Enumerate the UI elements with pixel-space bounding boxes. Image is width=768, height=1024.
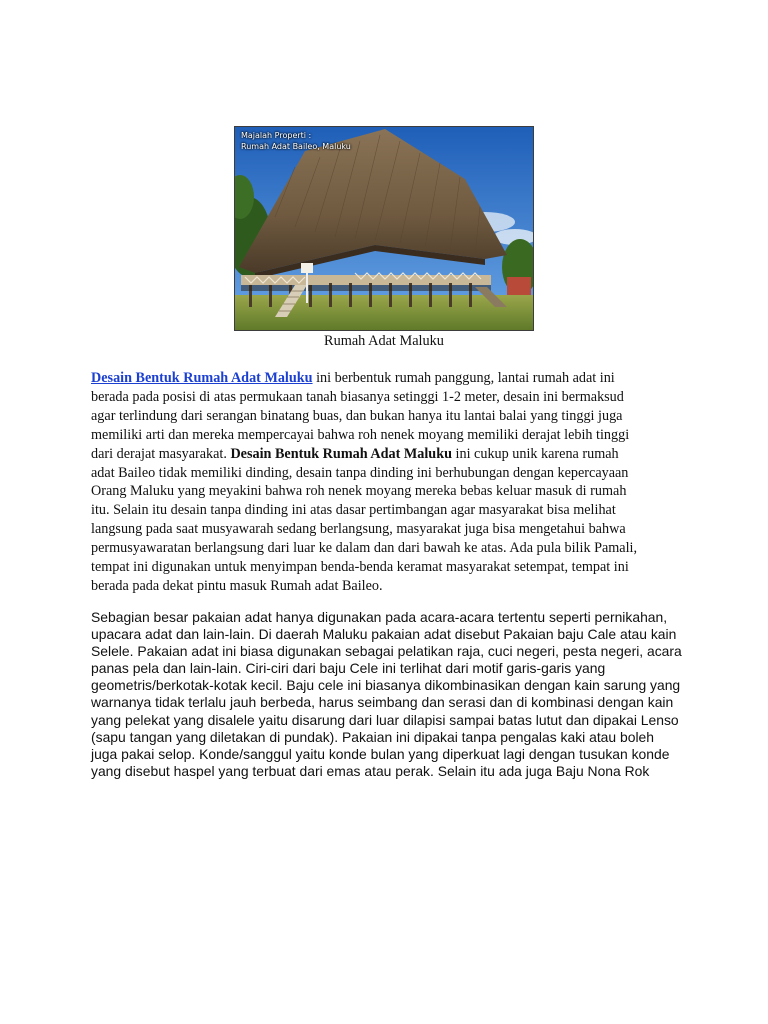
- paragraph-line: berada pada dekat pintu masuk Rumah adat Baileo.: [91, 577, 383, 594]
- paragraph-line: adat Baileo tidak memiliki dinding, desain tanpa dinding ini berhubungan dengan kepercayaan: [91, 464, 629, 481]
- paragraph-line: yang disebut haspel yang terbuat dari emas atau perak. Selain itu ada juga Baju Nona Rok: [91, 762, 650, 779]
- paragraph-line: permusyawaratan berlangsung dari luar ke dalam dan dari bawah ke atas. Ada pula bilik Pamali,: [91, 540, 638, 557]
- photo-watermark: [241, 130, 351, 152]
- paragraph-line: juga pakai selop. Konde/sanggul yaitu konde bulan yang diperkuat lagi dengan tusukan konde: [91, 745, 670, 762]
- paragraph-line: memiliki arti dan mereka mempercayai bahwa roh nenek moyang memiliki derajat lebih tinggi: [91, 426, 630, 443]
- paragraph-line: [91, 369, 681, 388]
- paragraph-line: Orang Maluku yang meyakini bahwa roh nenek moyang mereka bebas keluar masuk di rumah: [91, 483, 627, 500]
- paragraph-line: warnanya tidak terlalu jauh berbeda, harus seimbang dan serasi dan di kombinasi dengan kain: [91, 694, 674, 711]
- paragraph-line: langsung pada saat musyawarah sedang berlangsung, masyarakat juga bisa mengetahui bahwa: [91, 521, 626, 538]
- bold-phrase: Desain Bentuk Rumah Adat Maluku: [230, 445, 452, 462]
- paragraph-line: [91, 445, 681, 464]
- baileo-house-photo: [234, 126, 534, 331]
- paragraph-line: yang pelekat yang disalele yaitu disarung dari luar dilapisi sampai batas lutut dan dipakai Lenso: [91, 711, 679, 728]
- desain-rumah-adat-link[interactable]: Desain Bentuk Rumah Adat Maluku: [91, 370, 313, 386]
- paragraph-line: Sebagian besar pakaian adat hanya digunakan pada acara-acara tertentu seperti pernikahan,: [91, 609, 668, 625]
- paragraph-line: geometris/berkotak-kotak kecil. Baju cele ini biasanya dikombinasikan dengan kain sarung yang: [91, 677, 681, 694]
- paragraph-text: dari derajat masyarakat.: [91, 445, 231, 462]
- paragraph-line: panas pela dan lain-lain. Ciri-ciri dari baju Cele ini terlihat dari motif garis-garis yang: [91, 660, 606, 677]
- paragraph-text: ini berbentuk rumah panggung, lantai rumah adat ini: [312, 370, 615, 386]
- paragraph-line: berada pada posisi di atas permukaan tanah biasanya setinggi 1-2 meter, desain ini bermaksud: [91, 388, 624, 405]
- paragraph-line: agar terlindung dari serangan binatang buas, dan bukan hanya itu lantai balai yang tinggi juga: [91, 407, 623, 424]
- paragraph-line: tempat ini digunakan untuk menyimpan benda-benda keramat masyarakat setempat, tempat ini: [91, 559, 629, 576]
- photo-watermark-line2: Rumah Adat Baileo, Maluku: [241, 142, 351, 151]
- photo-watermark-line1: Majalah Properti :: [241, 131, 312, 140]
- paragraph-text: ini cukup unik karena rumah: [451, 445, 619, 462]
- paragraph-line: itu. Selain itu desain tanpa dinding ini atas dasar pertimbangan agar masyarakat bisa melihat: [91, 502, 616, 519]
- paragraph-house-design: [91, 369, 681, 596]
- figure-caption: Rumah Adat Maluku: [324, 333, 444, 349]
- paragraph-traditional-clothing: [91, 609, 681, 780]
- paragraph-line: upacara adat dan lain-lain. Di daerah Maluku pakaian adat disebut Pakaian baju Cale atau kain: [91, 626, 677, 643]
- paragraph-line: (sapu tangan yang diletakan di pundak). Pakaian ini dipakai tanpa pengalas kaki atau boleh: [91, 728, 654, 745]
- paragraph-line: Selele. Pakaian adat ini biasa digunakan sebagai pelatikan raja, cuci negeri, pesta negeri, acara: [91, 643, 682, 660]
